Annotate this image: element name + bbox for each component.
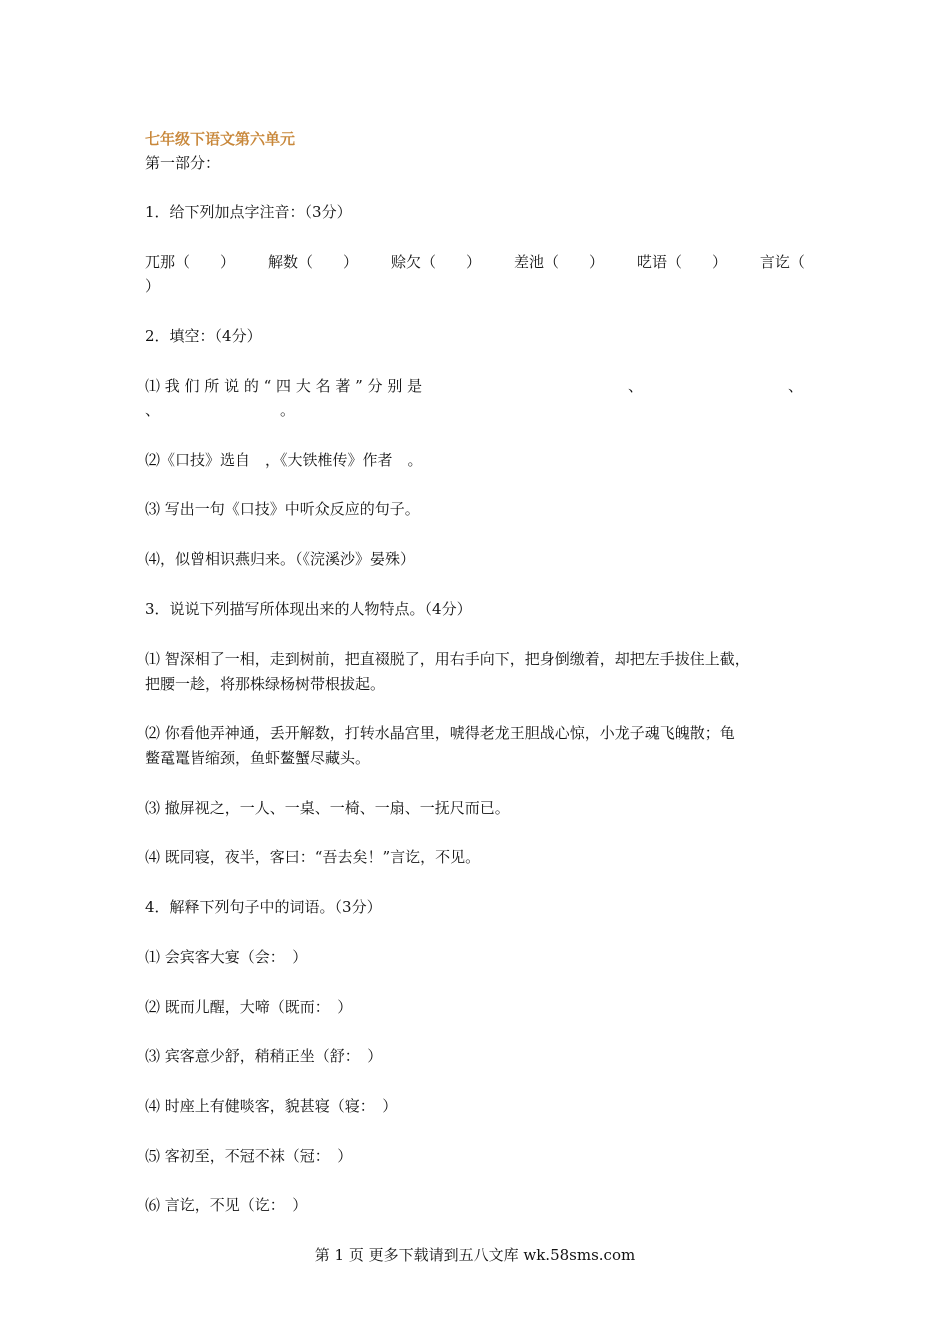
part-heading: 第一部分： [145,154,221,172]
q2-separator: 、 [628,377,644,395]
q1-items [145,251,805,273]
q1-item: 呓语（ ） [636,253,727,271]
q4-item: ⑸ 客初至，不冠不袜（冠： ） [145,1147,353,1165]
q2-separator: 、 [788,377,804,395]
q2-line2: ⑵《口技》选自 ，《大铁椎传》作者 。 [145,451,423,469]
q2-line1-end: 。 [280,401,296,419]
q1-item: 兀那（ ） [145,253,236,271]
q1-item: 解数（ ） [267,253,358,271]
q3-item2-line1: ⑵ 你看他弄神通，丢开解数，打转水晶宫里，唬得老龙王胆战心惊，小龙子魂飞魄散；龟 [145,724,735,742]
q2-line1: ⑴ 我 们 所 说 的 “ 四 大 名 著 ” 分 别 是 [145,377,423,395]
document-title: 七年级下语文第六单元 [145,130,296,148]
q3-item2-line2: 鳖鼋鼍皆缩颈，鱼虾鳌蟹尽藏头。 [145,749,371,767]
q4-item: ⑶ 宾客意少舒，稍稍正坐（舒： ） [145,1047,383,1065]
q4-item: ⑵ 既而儿醒，大啼（既而： ） [145,998,353,1016]
q4-item: ⑷ 时座上有健啖客，貌甚寝（寝： ） [145,1097,398,1115]
q3-item4: ⑷ 既同寝，夜半，客曰：“吾去矣！”言讫，不见。 [145,848,481,866]
q1-heading: 1．给下列加点字注音：（3分） [145,203,352,221]
q1-item: 赊欠（ ） [390,253,481,271]
q3-item1-line1: ⑴ 智深相了一相，走到树前，把直裰脱了，用右手向下，把身倒缴着，却把左手拔住上截， [145,650,750,668]
q2-heading: 2．填空：（4分） [145,327,262,345]
q3-heading: 3．说说下列描写所体现出来的人物特点。（4分） [145,600,472,618]
q3-item3: ⑶ 撤屏视之，一人、一桌、一椅、一扇、一抚尺而已。 [145,799,510,817]
q2-line4: ⑷，似曾相识燕归来。（《浣溪沙》晏殊） [145,550,416,568]
q1-item: 差池（ ） [513,253,604,271]
q4-item: ⑹ 言讫，不见（讫： ） [145,1196,308,1214]
page-footer: 第 1 页 更多下载请到五八文库 wk.58sms.com [314,1246,636,1264]
q4-heading: 4．解释下列句子中的词语。（3分） [145,898,382,916]
q4-item: ⑴ 会宾客大宴（会： ） [145,948,308,966]
q3-item1-line2: 把腰一趁，将那株绿杨树带根拔起。 [145,675,386,693]
q1-item: 言讫（ [759,253,805,271]
q2-line3: ⑶ 写出一句《口技》中听众反应的句子。 [145,500,420,518]
q1-tail: ） [145,277,161,295]
q2-separator: 、 [145,401,161,419]
